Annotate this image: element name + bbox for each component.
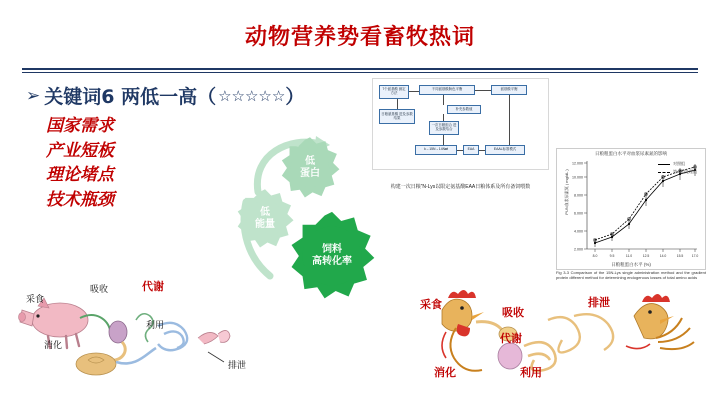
flow-box: 不同氨基酸肠色平衡: [419, 85, 475, 95]
chicken-label-intake: 采食: [420, 298, 442, 311]
chart-y-axis-label: PUN血浆尿素氮 ( mg/dL ): [564, 169, 569, 215]
flow-connector: [443, 95, 444, 105]
svg-text:8.000: 8.000: [574, 193, 583, 198]
svg-text:8.0: 8.0: [592, 254, 598, 258]
gear-feed-conversion: [286, 210, 378, 302]
page-title: 动物营养势看畜牧热词: [244, 25, 475, 50]
chicken-label-absorption: 吸收: [502, 306, 524, 319]
flow-connector: [457, 150, 463, 151]
legend-item: [658, 169, 697, 175]
svg-text:11.0: 11.0: [625, 254, 633, 258]
list-item: 技术瓶颈: [46, 189, 114, 210]
svg-text:6.000: 6.000: [574, 211, 583, 216]
flow-box: k→15N→14N⇄: [415, 145, 457, 155]
gear-label-line1: 饲料: [322, 244, 342, 255]
flow-box: 7个氨基酸 测定方法: [379, 85, 409, 99]
flow-connector: [443, 114, 444, 121]
gear-label-line2: 蛋白: [300, 168, 320, 179]
flow-connector: [397, 99, 398, 109]
chicken-label-utilization: 利用: [520, 366, 542, 379]
flow-connector: [409, 91, 419, 92]
pig-label-excretion: 排泄: [228, 361, 247, 371]
legend-swatch: [658, 164, 670, 165]
legend-item: [658, 161, 697, 167]
svg-text:9.5: 9.5: [609, 254, 615, 258]
flow-connector: [443, 135, 444, 145]
chart-x-axis-label: 日粮粗蛋白水平 (%): [611, 262, 651, 267]
legend-label: 对照组: [673, 161, 685, 166]
chicken-label-digestion: 消化: [434, 366, 456, 379]
chicken-label-excretion: 排泄: [588, 296, 610, 309]
pig-label-utilization: 利用: [146, 321, 165, 331]
flow-connector: [509, 95, 510, 145]
keyword-heading: [26, 82, 304, 109]
line-chart: [556, 148, 706, 270]
flow-box: 氨基酸平衡: [491, 85, 527, 95]
flow-box: 日粮氨基酸 进及参数结果: [379, 109, 415, 124]
gear-label-line1: 低: [305, 156, 315, 167]
pig-digestion-figure: [18, 276, 268, 388]
chicken-label-metabolism: 代谢: [500, 332, 522, 345]
chart-caption: Fig 3-3 Comparison of the 15N-Lys single administration method and the gradient protein different method for determining endogenous losses of total amino acids: [556, 270, 706, 281]
gear-label-line2: 高转化率: [312, 256, 352, 267]
title-divider-thin: [22, 72, 698, 73]
pig-label-absorption: 吸收: [90, 285, 109, 295]
flow-diagram: [372, 78, 549, 191]
svg-text:12.000: 12.000: [572, 161, 583, 166]
pig-label-digestion: 消化: [44, 341, 63, 351]
chart-title: 日粮粗蛋白水平对血浆尿素氮的影响: [595, 151, 667, 156]
list-item: 理论堵点: [46, 165, 114, 186]
flow-box: 补充参数值: [447, 105, 481, 114]
keyword-close-paren: ）: [285, 86, 305, 108]
flow-box: 一次日粮组合 进及参数结合: [429, 121, 459, 135]
flow-diagram-caption: 构建一次日粮“N-Lys以限定氨基酸EAA日粮体系及所有备饲喂数: [390, 184, 531, 191]
svg-text:12.5: 12.5: [642, 254, 650, 258]
legend-label: 第二组处理组: [673, 169, 697, 174]
list-item: 国家需求: [46, 116, 114, 136]
gear-label-line2: 能量: [255, 219, 275, 230]
svg-text:10.000: 10.000: [572, 175, 583, 180]
chart-legend: [658, 161, 697, 177]
chicken-digestion-figure: [398, 276, 704, 394]
legend-swatch: [658, 172, 670, 173]
title-divider: [22, 68, 698, 70]
svg-text:17.0: 17.0: [691, 254, 699, 258]
svg-text:14.0: 14.0: [659, 254, 667, 258]
rating-stars: ☆☆☆☆☆: [218, 86, 286, 105]
pig-label-intake: 采食: [26, 295, 45, 305]
bullet-icon: ➢: [26, 85, 41, 106]
svg-text:15.5: 15.5: [676, 254, 684, 258]
pig-label-metabolism: 代谢: [142, 280, 164, 293]
svg-text:2.000: 2.000: [574, 247, 583, 252]
flow-connector: [479, 150, 485, 151]
flow-connector: [475, 90, 491, 91]
flow-box: EAA: [463, 145, 479, 155]
keyword-text: 关键词6 两低一高（: [44, 86, 217, 108]
svg-text:4.000: 4.000: [574, 229, 583, 234]
list-item: 产业短板: [46, 140, 114, 161]
key-points-list: [46, 114, 114, 213]
gear-label-line1: 低: [260, 207, 270, 218]
flow-box: EAAL标准模式: [485, 145, 525, 155]
